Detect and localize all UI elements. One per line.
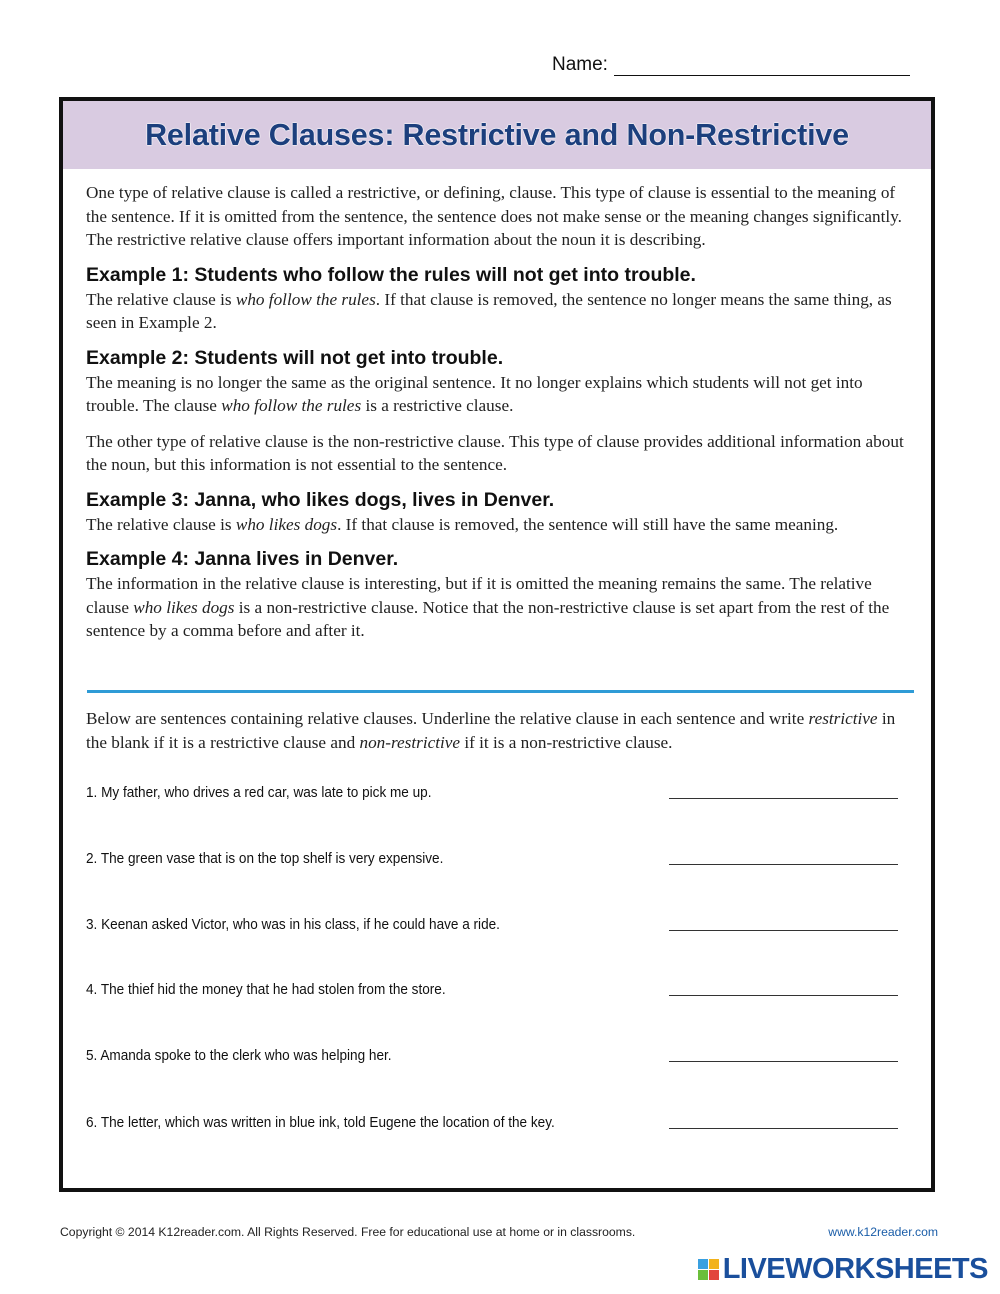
example-3-italic: who likes dogs	[235, 514, 338, 534]
example-1-text-a: The relative clause is	[86, 289, 236, 309]
lesson-content	[86, 181, 916, 643]
title-band	[63, 101, 931, 169]
question-row	[86, 777, 898, 801]
example-3-text-b: . If that clause is removed, the sentence will still have the same meaning.	[337, 514, 839, 534]
question-row	[86, 1040, 898, 1064]
answer-blank-3[interactable]	[669, 929, 898, 931]
question-row	[86, 974, 898, 998]
k12reader-link[interactable]: www.k12reader.com	[828, 1225, 938, 1239]
example-4-heading: Example 4: Janna lives in Denver.	[86, 548, 399, 570]
question-text: 4. The thief hid the money that he had stolen from the store.	[86, 982, 446, 998]
answer-blank-6[interactable]	[669, 1127, 898, 1129]
instructions-text-c: if it is a non-restrictive clause.	[460, 732, 673, 752]
answer-blank-2[interactable]	[669, 863, 898, 865]
example-2-text	[86, 371, 916, 418]
page-title: Relative Clauses: Restrictive and Non-Restrictive	[145, 117, 849, 152]
liveworksheets-logo[interactable]	[698, 1253, 988, 1286]
name-field-row	[552, 54, 910, 76]
question-row	[86, 843, 898, 867]
question-text: 6. The letter, which was written in blue ink, told Eugene the location of the key.	[86, 1115, 555, 1131]
instructions	[86, 707, 916, 754]
question-text: 1. My father, who drives a red car, was late to pick me up.	[86, 785, 432, 801]
example-1-heading: Example 1: Students who follow the rules will not get into trouble.	[86, 263, 696, 286]
name-label: Name:	[552, 54, 608, 75]
question-text: 3. Keenan asked Victor, who was in his class, if he could have a ride.	[86, 917, 500, 933]
answer-blank-1[interactable]	[669, 797, 898, 799]
intro-paragraph: One type of relative clause is called a restrictive, or defining, clause. This type of clause is essential to the meaning of the sentence. If it is omitted from the sentence, the sentence does not make sense or the meaning changes significantly. The restrictive relative clause offers important information about the noun it is describing.	[86, 183, 902, 249]
example-2-italic: who follow the rules	[221, 396, 362, 415]
example-4-text-b: is a non-restrictive clause. Notice that the non-restrictive clause is set apart from the rest of the sentence by a comma before and after it.	[86, 597, 890, 640]
liveworksheets-grid-icon	[698, 1259, 719, 1280]
question-row	[86, 1107, 898, 1131]
instructions-italic-a: restrictive	[808, 709, 878, 728]
example-3-heading: Example 3: Janna, who likes dogs, lives in Denver.	[86, 488, 555, 511]
example-1-text-b: . If that clause is removed, the sentence no longer means the same thing, as seen in Example 2.	[86, 289, 892, 332]
question-text: 2. The green vase that is on the top shelf is very expensive.	[86, 851, 444, 867]
answer-blank-5[interactable]	[669, 1060, 898, 1062]
example-4-text-a: The information in the relative clause is interesting, but if it is omitted the meaning remains the same. The relative clause	[86, 574, 872, 617]
example-3-text	[86, 513, 916, 537]
instructions-text-a: Below are sentences containing relative clauses. Underline the relative clause in each sentence and write	[86, 709, 809, 728]
answer-blank-4[interactable]	[669, 994, 898, 996]
copyright-notice: Copyright © 2014 K12reader.com. All Rights Reserved. Free for educational use at home or in classrooms.	[60, 1225, 636, 1239]
example-1-italic: who follow the rules	[235, 289, 376, 309]
question-row	[86, 909, 898, 933]
example-2-text-b: is a restrictive clause.	[361, 396, 514, 415]
instructions-text-b: in the blank if it is a restrictive clause and	[86, 709, 896, 752]
example-4-text	[86, 572, 916, 643]
example-1-text	[86, 288, 916, 335]
question-text: 5. Amanda spoke to the clerk who was helping her.	[86, 1048, 392, 1064]
instructions-italic-b: non-restrictive	[359, 732, 461, 752]
section-divider	[87, 690, 914, 693]
instructions-text	[86, 707, 916, 754]
liveworksheets-wordmark: LIVEWORKSHEETS	[722, 1253, 988, 1285]
nonrestrictive-intro: The other type of relative clause is the non-restrictive clause. This type of clause provides additional information about the noun, but this information is not essential to the sentence.	[86, 431, 904, 474]
name-input-line[interactable]	[614, 55, 910, 76]
example-4-italic: who likes dogs	[133, 597, 235, 617]
example-3-text-a: The relative clause is	[86, 514, 236, 534]
worksheet-frame	[59, 97, 935, 1192]
example-2-text-a: The meaning is no longer the same as the original sentence. It no longer explains which students will not get into trouble. The clause	[86, 372, 863, 415]
example-2-heading: Example 2: Students will not get into trouble.	[86, 346, 504, 369]
